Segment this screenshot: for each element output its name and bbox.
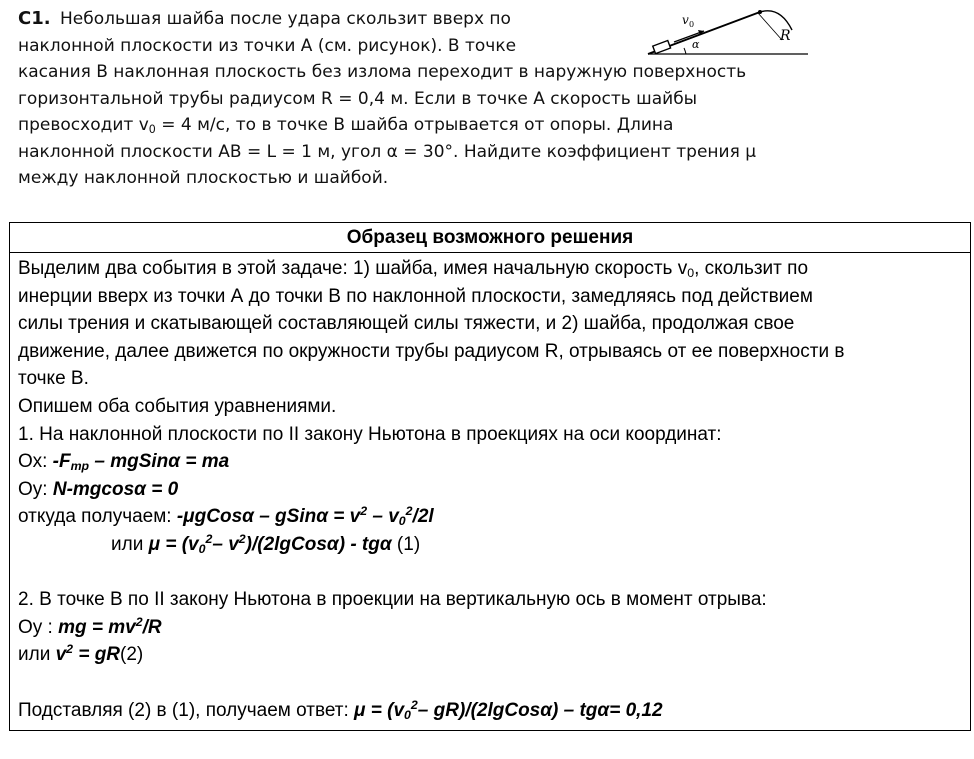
solution-line: Выделим два события в этой задаче: 1) шайба, имея начальную скорость $v_0$, скользит по [18, 258, 809, 281]
velocity-label: v [682, 13, 689, 27]
equation-oy2: Оу : mg = $mv^2/R$ [18, 614, 162, 638]
answer-line: Подставляя (2) в (1), получаем ответ: $\mu = (v_0^2-$ gR)/(2lgCosα) – tgα= 0,12 [18, 697, 663, 722]
equation-from: откуда получаем: -μgCosα – gSinα = $v^2 - v_0^2/2l$ [18, 504, 434, 529]
solution-line: точке В. [18, 368, 89, 390]
angle-arc [684, 48, 686, 54]
solution-body [10, 253, 970, 724]
solution-line: инерции вверх из точки А до точки В по наклонной плоскости, замедляясь под действием [18, 285, 813, 307]
problem-line-5: превосходит $v_0 = 4$ м/с, то в точке В шайба отрывается от опоры. Длина [18, 115, 674, 136]
incline-figure [640, 4, 810, 62]
alpha-label: α [692, 38, 700, 51]
equation-oy: Оу: N-mgcosα = 0 [18, 478, 179, 500]
solution-line: силы трения и скатывающей составляющей силы тяжести, и 2) шайба, продолжая свое [18, 313, 795, 335]
equation-2: или $v^2 = gR(2)$ [18, 642, 144, 666]
radius-label: R [780, 28, 791, 44]
problem-line-3: касания В наклонная плоскость без излома переходит в наружную поверхность [18, 62, 747, 82]
equation-1: или $\mu = (v_0^2-$ $v^2)/(2lgCos\alpha)$ - tgα (1) [111, 532, 421, 557]
problem-label: С1. [18, 8, 51, 29]
solution-line: 1. На наклонной плоскости по II закону Ньютона в проекциях на оси координат: [18, 423, 722, 445]
solution-box [9, 222, 971, 731]
solution-line: движение, далее движется по окружности трубы радиусом R, отрываясь от ее поверхности в [18, 340, 845, 362]
solution-line: Опишем оба события уравнениями. [18, 395, 337, 417]
puck-icon [653, 41, 671, 54]
solution-header: Образец возможного решения [10, 223, 970, 253]
blank-line [18, 669, 962, 697]
problem-line-6: наклонной плоскости АВ = L = 1 м, угол α = 30°. Найдите коэффициент трения μ [18, 141, 757, 162]
velocity-sub: 0 [689, 20, 695, 29]
problem-line-4: горизонтальной трубы радиусом R = 0,4 м. Если в точке А скорость шайбы [18, 88, 698, 109]
radius-line [758, 13, 782, 40]
blank-line [18, 559, 962, 587]
solution-line: 2. В точке В по II закону Ньютона в проекции на вертикальную ось в момент отрыва: [18, 589, 767, 611]
problem-line-7: между наклонной плоскостью и шайбой. [18, 168, 389, 188]
equation-ox: Ох: $-F_{тр}$ – mgSinα = ma [18, 451, 230, 474]
problem-line-1: С1. Небольшая шайба после удара скользит вверх по [18, 8, 511, 29]
problem-line-2: наклонной плоскости из точки А (см. рисунок). В точке [18, 35, 517, 56]
